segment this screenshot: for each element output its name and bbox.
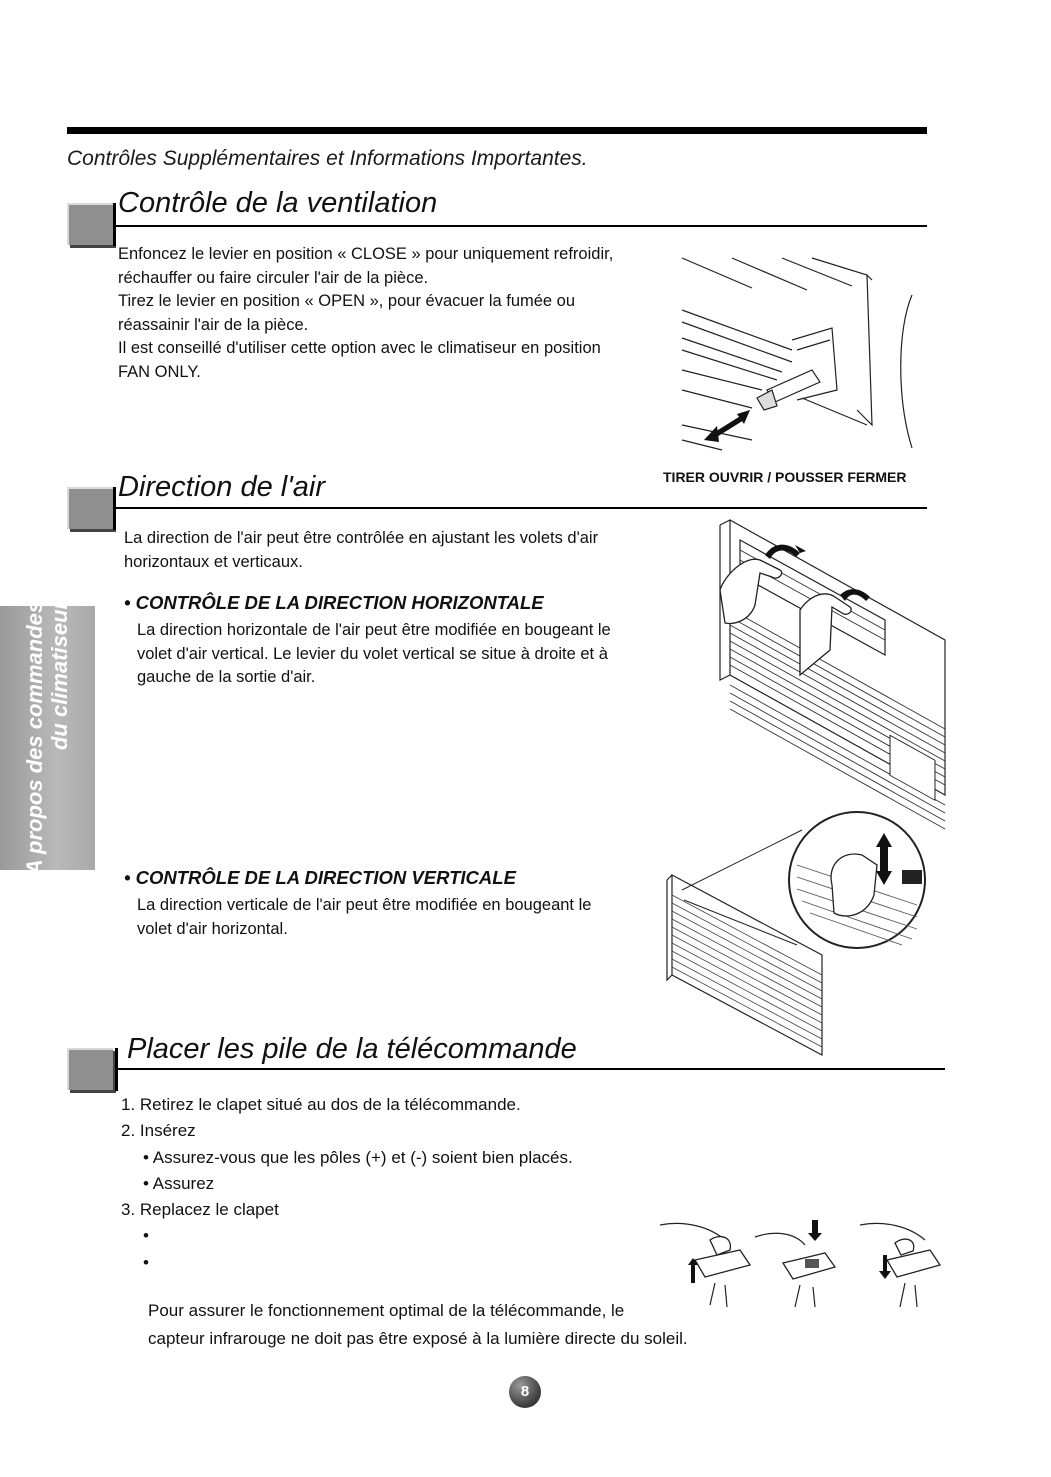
text-line: Pour assurer le fonctionnement optimal de la télécommande, le — [148, 1301, 625, 1320]
side-tab-line-1: A propos des commandes — [22, 600, 47, 876]
list-item: • — [143, 1252, 149, 1272]
text-line: Il est conseillé d'utiliser cette option avec le climatiseur en position — [118, 339, 601, 358]
text-line: La direction de l'air peut être contrôlée en ajustant les volets d'air — [124, 529, 599, 547]
text-line: Enfoncez le levier en position « CLOSE » pour uniquement refroidir, — [118, 245, 614, 263]
battery-steps — [121, 1092, 573, 1276]
text-line: La direction horizontale de l'air peut être modifiée en bougeant le — [137, 621, 611, 639]
list-item: 1. Retirez le clapet situé au dos de la télécommande. — [121, 1095, 521, 1114]
vent-lever-illustration — [672, 250, 927, 455]
list-item: • — [143, 1226, 149, 1246]
text-line: horizontaux et verticaux. — [124, 552, 303, 571]
section-rule — [113, 507, 927, 509]
section-marker — [67, 203, 113, 245]
side-tab — [0, 600, 95, 876]
direction-intro — [124, 527, 598, 574]
section-title-batteries: Placer les pile de la télécommande — [127, 1033, 577, 1065]
text-line: gauche de la sortie d'air. — [137, 668, 316, 687]
remote-battery-illustration — [655, 1215, 950, 1315]
text-line: réassainir l'air de la pièce. — [118, 315, 309, 334]
section-title-direction: Direction de l'air — [118, 471, 326, 503]
horizontal-control-illustration — [700, 515, 950, 795]
text-line: Tirez le levier en position « OPEN », pour évacuer la fumée ou — [118, 292, 576, 311]
section-marker — [67, 1048, 113, 1090]
list-item: 3. Replacez le clapet — [121, 1200, 279, 1220]
ventilation-text — [118, 243, 613, 385]
vertical-control-text — [137, 894, 591, 941]
page-number: 8 — [509, 1376, 541, 1408]
header-rule — [67, 127, 927, 134]
horizontal-control-text — [137, 619, 611, 690]
section-rule — [115, 1068, 945, 1070]
horizontal-control-heading: • CONTRÔLE DE LA DIRECTION HORIZONTALE — [124, 592, 544, 613]
list-item: 2. Insérez — [121, 1121, 196, 1141]
text-line: volet d'air horizontal. — [137, 919, 288, 938]
battery-note — [148, 1297, 688, 1353]
side-tab-text — [22, 601, 72, 875]
lever-caption: TIRER OUVRIR / POUSSER FERMER — [663, 469, 907, 485]
text-line: FAN ONLY. — [118, 362, 201, 381]
text-line: La direction verticale de l'air peut être modifiée en bougeant le — [137, 896, 592, 914]
section-marker — [67, 487, 113, 529]
list-item: • Assurez-vous que les pôles (+) et (-) soient bien placés. — [143, 1147, 573, 1167]
list-item: • Assurez — [143, 1173, 215, 1193]
text-line: réchauffer ou faire circuler l'air de la pièce. — [118, 268, 429, 287]
vertical-control-illustration — [662, 805, 942, 1060]
vertical-control-heading: • CONTRÔLE DE LA DIRECTION VERTICALE — [124, 867, 516, 888]
section-title-ventilation: Contrôle de la ventilation — [118, 187, 438, 219]
section-rule — [113, 225, 927, 227]
page-subtitle: Contrôles Supplémentaires et Informations Importantes. — [67, 147, 588, 170]
side-tab-line-2: du climatiseur — [47, 600, 72, 751]
text-line: volet d'air vertical. Le levier du volet vertical se situe à droite et à — [137, 644, 608, 663]
text-line: capteur infrarouge ne doit pas être exposé à la lumière directe du soleil. — [148, 1329, 688, 1348]
